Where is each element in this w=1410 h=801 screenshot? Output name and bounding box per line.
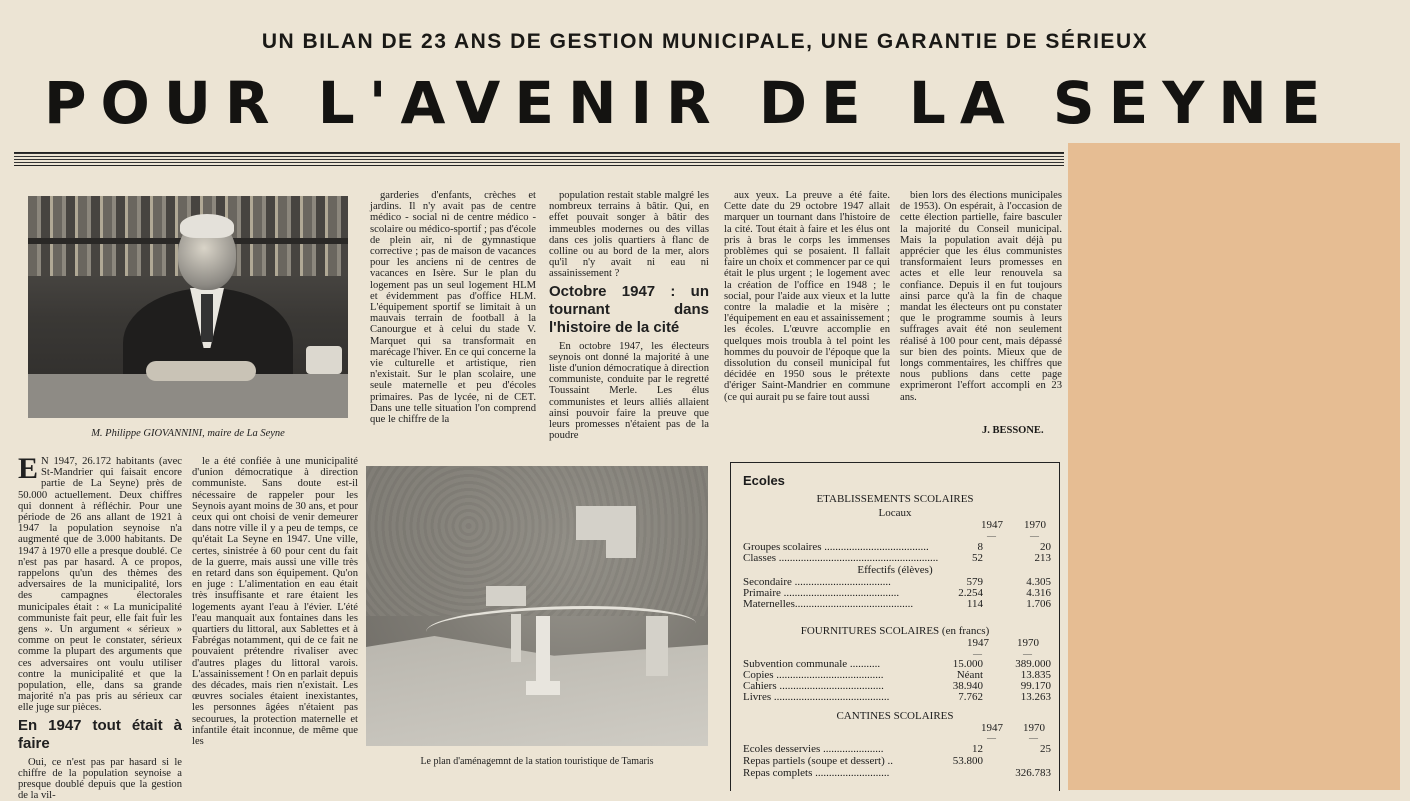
column-text: aux yeux. La preuve a été faite. Cette date du 29 octobre 1947 allait marquer un tournant dans l'histoire de la cité. Tout était à faire et les élus ont pris à bras le corps les immenses problèmes qui se posaient. Il fallait faire un choix et commencer par ce qui était le plus urgent ; le logement avec la création de l'office en 1948 ; le social, pour l'aide aux vieux et la lutte contre la maladie et la misère ; l'équipement en eau et assainissement ; les écoles. L'œuvre accomplie en quelques mois troubla à tel point les hommes du pouvoir de l'époque que la dissolution du conseil municipal fut décidée en 1950 sous le prétexte d'ériger Saint-Mandrier en commune (ce qui aurait pu se faire tout aussi: [724, 190, 890, 403]
table-row: Copies ....................................... Néant 13.835: [743, 669, 1051, 681]
aerial-photo-tamaris: [366, 466, 708, 744]
subsection-heading: Locaux: [878, 507, 912, 519]
scan-background-patch: [1068, 143, 1400, 790]
section-heading: ETABLISSEMENTS SCOLAIRES: [816, 493, 974, 505]
year-header: 1970: [1024, 519, 1046, 531]
table-row: Classes .......................................................... 52 213: [743, 552, 1051, 564]
table-row: Maternelles........................................... 114 1.706: [743, 598, 1051, 610]
article-column-1b: [192, 456, 358, 790]
subheading-october-1947: Octobre 1947 : un tournant dans l'histoire de la cité: [549, 282, 709, 336]
article-column-1: [18, 452, 182, 801]
column-text: bien lors des élections municipales de 1953). On espérait, à l'occasion de cette élection partielle, faire basculer la majorité du Conseil municipal. Mais la population avait déjà pu apprécier que les élus communistes transformaient leurs promesses en actes et elle leur renouvela sa confiance. Depuis il en fut toujours ainsi parce qu'à la fin de chaque mandat les électeurs ont pu constater que le programme soumis à leurs suffrages avait été non seulement réalisé à 100 pour cent, mais dépassé sur bien des points. Mieux que de longs commentaires, les chiffres que nous publions dans cette page exprimeront l'effort accompli en 23 ans.: [900, 190, 1062, 403]
year-header: 1970: [1023, 722, 1045, 734]
section-heading: FOURNITURES SCOLAIRES (en francs): [800, 625, 990, 637]
kicker-headline: UN BILAN DE 23 ANS DE GESTION MUNICIPALE, UNE GARANTIE DE SÉRIEUX: [261, 30, 1149, 53]
column-text: garderies d'enfants, crèches et jardins. Il n'y avait pas de centre médico - social ni de centre médico - scolaire ou médico-sportif ; pas d'école de plein air, ni de gymnastique corrective ; pas de maison de vacances pour les anciens ni de centres de vacances en Isère. Sur le plan du logement pas un seul logement HLM et évidemment pas d'office HLM. L'équipement sportif se limitait à un mauvais terrain de football à la Canourgue et à celui du stade V. Marquet qui sa transformait en marécage l'hiver. En ce qui concerne la vie culturelle et artistique, rien n'existait. Sur le plan scolaire, une seule maternelle et peu d'écoles primaires. Pas de lycée, ni de CET. Dans une telle situation l'on comprend que le chiffre de la: [370, 190, 536, 426]
article-column-3: [549, 190, 709, 446]
main-headline: POUR L'AVENIR DE LA SEYNE: [44, 69, 1335, 137]
column-text: population restait stable malgré les nombreux terrains à bâtir. Qui, en effet pouvait songer à bâtir des immeubles modernes ou des villas dans ces jolis quartiers à flanc de colline ou au bord de la mer, alors qu'il n'y avait ni eau ni assainissement ?: [549, 190, 709, 280]
table-row: Ecoles desservies ...................... 12 25: [743, 743, 1051, 755]
column-text: En octobre 1947, les électeurs seynois ont donné la majorité à une liste d'union démocratique à direction communiste, conduite par le regretté Toussaint Merle. Les élus communistes et leurs alliés allaient ainsi pouvoir faire la preuve que leurs promesses n'étaient pas de la poudre: [549, 340, 709, 442]
year-header: 1947: [981, 722, 1003, 734]
table-row: Repas complets ........................... 326.783: [743, 767, 1051, 779]
subheading-en-1947: En 1947 tout était à faire: [18, 716, 182, 752]
table-row: Subvention communale ........... 15.000 389.000: [743, 658, 1051, 670]
year-header: 1970: [1017, 637, 1039, 649]
year-header: 1947: [967, 637, 989, 649]
decorative-rule: [14, 152, 1064, 166]
drop-cap: E: [18, 452, 39, 485]
schools-statistics-table: Ecoles ETABLISSEMENTS SCOLAIRES Locaux 1947 1970 — — Groupes scolaires ...................................... 8 20 Classes .......................................................... 52 213 Effectifs (élèves) Secondaire ................................... 579 4.305 Primaire .......................................... 2.254 4.316 Maternelles........................................... 114 1.706 FOURNITURES SCOLAIRES (en francs) 1947 1970 — — Subvention communale ........... 15.000 389.000 Copies ....................................... Néant 13.835 Cahiers ...................................... 38.940 99.170 Livres .......................................... 7.762 13.263 CANTINES SCOLAIRES 1947 1970 — — Ecoles desservies ...................... 12 25 Repas partiels (soupe et dessert) .. 53.800 Repas complets ........................... 326.783: [730, 462, 1060, 791]
column-text: le a été confiée à une municipalité d'union démocratique à direction communiste. Sans doute est-il nécessaire de rappeler pour les Seynois ayant moins de 30 ans, et pour ceux qui ont choisi de venir demeurer dans notre ville il y a peu de temps, ce qu'était La Seyne en 1947. Une ville, certes, sinistrée à 60 pour cent du fait de la guerre, mais aussi une ville très en retard dans son équipement. Qu'on en juge : L'alimentation en eau était très insuffisante et rare étaient les logements ayant l'eau à l'évier. L'été l'eau manquait aux fontaines dans les quartiers du littoral, aux Sablettes et à Fabrégas notamment, qui de ce fait ne pouvaient prétendre rivaliser avec d'autres plages du littoral varois. L'assainissement ! On en parlait depuis des décades, mais rien n'existait. Les œuvres sociales étaient inexistantes, les personnes âgées n'étaient pas secourues, la protection maternelle et infantile était inconnue, de même que les: [192, 456, 358, 748]
table-row: Secondaire ................................... 579 4.305: [743, 576, 1051, 588]
subsection-heading: Effectifs (élèves): [857, 564, 933, 576]
mayor-portrait-photo: [28, 196, 348, 418]
table-row: Livres .......................................... 7.762 13.263: [743, 691, 1051, 703]
column-text: Oui, ce n'est pas par hasard si le chiffre de la population seynoise a presque doublé depuis que la gestion de la vil-: [18, 756, 182, 801]
section-heading: CANTINES SCOLAIRES: [836, 710, 954, 722]
table-row: Groupes scolaires ...................................... 8 20: [743, 541, 1051, 553]
table-row: Repas partiels (soupe et dessert) .. 53.800: [743, 755, 983, 767]
author-signature: J. BESSONE.: [982, 425, 1044, 436]
photo-caption: M. Philippe GIOVANNINI, maire de La Seyne: [91, 428, 285, 439]
table-row: Cahiers ...................................... 38.940 99.170: [743, 680, 1051, 692]
table-row: Primaire .......................................... 2.254 4.316: [743, 587, 1051, 599]
article-column-2: [370, 190, 536, 446]
article-column-4: [724, 190, 890, 446]
aerial-caption: Le plan d'aménagemnt de la station touristique de Tamaris: [420, 756, 654, 767]
year-header: 1947: [981, 519, 1003, 531]
article-column-5: [900, 190, 1062, 422]
table-title: Ecoles: [743, 473, 785, 488]
column-text: N 1947, 26.172 habitants (avec St-Mandrier qui faisait encore partie de La Seyne) près de 50.000 actuellement. Deux chiffres qui donnent à réfléchir. Pour une période de 26 ans allant de 1921 à 1947 la population seynoise n'a augmenté que de 3.000 habitants. De 1947 à 1970 elle a presque doublé. Ce n'est pas par hasard. A ce propos, rappelons qu'un des thèmes des adversaires de la municipalité, lors des campagnes électorales municipales était : « La municipalité communiste fait peur, elle fait fuir les gens ». Un argument « sérieux » comme on peut le constater, sérieux comme la plupart des arguments que ces adversaires ont voulu utiliser contre la municipalité et que la population, elle, dans sa grande majorité n'a pas pris au sérieux car elle juge sur pièces.: [18, 456, 182, 714]
